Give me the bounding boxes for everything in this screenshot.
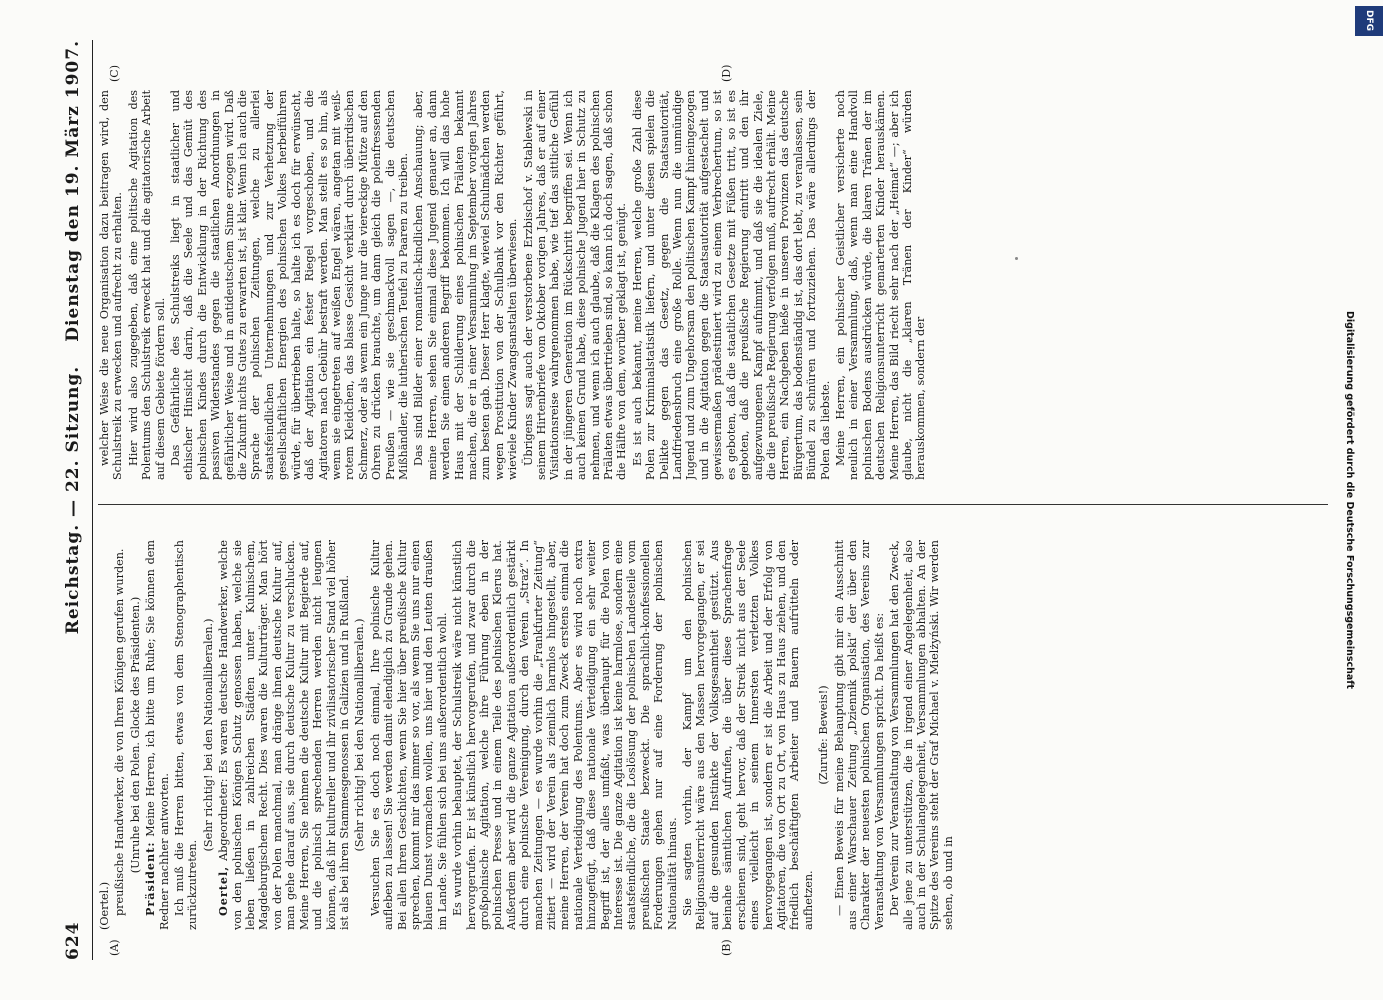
page-title: Reichstag. — 22. Sitzung. [63,365,83,635]
paragraph: Hier wird also zugegeben, daß eine politische Agitation des Polentums den Schulstreik erweckt hat und die agitatorische Arbeit auf diesem Gebiete fördern soll. [126,90,167,480]
dfg-logo: DFG [1355,6,1383,36]
dfg-footer [1344,0,1355,1000]
speaker-text: Meine Herren, ich bitte um Ruhe; Sie können dem Redner nachher antworten. [144,540,171,930]
paragraph: — Einen Beweis für meine Behauptung gibt mir ein Ausschnitt aus einer Warschauer Zeitung „Dziennik polski“ der über den Charakter der neuesten polnischen Organisation, des Vereins zur Veranstaltung von Versammlungen spricht. Da heißt es: [832,540,886,930]
paragraph: preußische Handwerker, die von Ihren Königen gerufen wurden. [113,548,127,916]
speaker-paragraph [144,540,171,930]
paragraph: Es ist auch bekannt, meine Herren, welche große Zahl diese Polen zur Kriminalstatistik liefern, und unter diesen spielen die Delikte gegen das Gesetz, gegen die Staatsautorität, Landfriedensbruch eine große Rolle. Wenn nun die unmündige Jugend und zum Ungehorsam den politischen Kampf hineingezogen und in die Agitation gegen die Staatsautorität aufgestachelt und gewissermaßen prädestiniert wird zu einem Verbrechertum, so ist es geboten, daß die staatlichen Gesetze mit Füßen tritt, so ist es geboten, daß die preußische Regierung eintritt und den ihr aufgezwungenen Kampf aufnimmt, und daß sie die idealen Ziele, die die preußische Regierung verfolgen muß, aufrecht erhält. Meine Herren, ein Nachgeben hieße in unseren Provinzen das deutsche Bürgertum, das bodenständig ist, das dort lebt, zu veranlassen, sein Bündel zu schnüren und fortzuziehen. Das wäre allerdings der Polen das liebste. [630,90,832,480]
paragraph: Versuchen Sie es doch noch einmal, Ihre polnische Kultur aufleben zu lassen! Sie werden damit elendiglich zu Grunde gehen. Bei allen Ihren Geschichten, wenn Sie hier über preußische Kultur sprechen, kommt mir das immer so vor, als wenn Sie uns nur einen blauen Dunst vormachen wollen, uns hier und den Leuten draußen im Lande. Sie fühlen sich bei uns außerordentlich wohl. [368,540,449,930]
dfg-notice: Digitalisierung gefördert durch die Deutsche Forschungsgemeinschaft [1344,311,1355,689]
margin-mark-a: (A) [108,939,121,956]
paragraph: Das Gefährliche des Schulstreiks liegt in staatlicher und ethischer Hinsicht darin, daß die Seele und das Gemüt des polnischen Kindes durch die Entwicklung in der Richtung des passiven Widerstandes gegen die staatlichen Anordnungen in gefährlicher Weise und in antideutschem Sinne erzogen wird. Daß die Zukunft nichts Gutes zu erwarten ist, ist klar. Wenn ich auch die Sprache der polnischen Zeitungen, welche zu allerlei staatsfeindlichen Unternehmungen und zur Verhetzung der gesellschaftlichen Energien des polnischen Volkes herbeiführen würde, für übertrieben halte, so halte ich es doch für erwünscht, daß der Agitation ein fester Riegel vorgeschoben, und die Agitatoren nach Gebühr bestraft werden. Man stellt es so hin, als wenn sie eingetreten auf weißen Engel wären, angetan mit weiß-rotem Kleidchen, das blasse Gesicht verklärt durch überirdischen Schmerz, oder als wenn ein Junge nur die viereckige Mütze auf den Ohren zu drücken brauchte, um dann gleich die polenfressenden Preußen — wie sie geschmackvoll sagen —, die deutschen Mißhändler, die lutherischen Teufel zu Paaren zu treiben. [169,90,410,480]
interjection: (Unruhe bei den Polen. Glocke des Präsidenten.) [128,596,142,874]
paragraph: Der Verein zur Veranstaltung von Versammlungen hat den Zweck, alle jene zu unterstützen, die in irgend einer Angelegenheit, also auch in der Schulangelegenheit, Versammlungen abhalten. An der Spitze des Vereins steht der Graf Michael v. Mielżyński. Wir werden sehen, ob und in [888,540,955,930]
speaker-paragraph [217,540,351,930]
page-number: 624 [63,921,83,960]
header-rule [92,40,93,960]
page-date: Dienstag den 19. März 1907. [63,40,83,342]
column-divider [98,504,1328,505]
margin-mark-d: (D) [720,64,733,82]
paragraph: Es wurde vorhin behauptet, der Schulstreik wäre nicht künstlich hervorgerufen. Er ist künstlich hervorgerufen, und zwar durch die großpolnische Agitation, welche ihre Führung eben in der polnischen Presse und in einem Teile des polnischen Klerus hat. Außerdem aber wird die ganze Agitation außerordentlich gestärkt durch eine polnische Vereinigung, durch den Verein „Straż“. In manchen Zeitungen — es wurde vorhin die „Frankfurter Zeitung“ zitiert — wird der Verein als ziemlich harmlos hingestellt, aber, meine Herren, der Verein hat doch zum Zweck erstens einmal die nationale Verteidigung des Polentums. Aber es wird noch extra hinzugefügt, daß diese nationale Verteidigung ein sehr weiter Begriff ist, der alles umfaßt, was überhaupt für die Polen von Interesse ist. Die ganze Agitation ist keine harmlose, sondern eine staatsfeindliche, die die Loslösung der polnischen Landesteile vom preußischen Staate bezweckt. Die sprachlich-konfessionellen Forderungen gehen nur auf eine Forderung der polnischen Nationalität hinaus. [451,540,679,930]
interjection: (Sehr richtig! bei den Nationalliberalen.) [201,618,215,852]
margin-mark-b: (B) [720,939,733,956]
speaker-text: Abgeordneter: Es waren deutsche Handwerker, welche von den polnischen Königen Schutz genossen haben, welche sie leben ließen in zahlreichen Städten unter Kulmischem, Magdeburgischem Recht. Dies waren die Kulturträger. Man hört von der Polen manchmal, man dränge ihnen deutsche Kultur auf, man gehe darauf aus, sie durch deutsche Kultur zu verschlucken. Meine Herren, Sie nehmen die deutsche Kultur mit Begierde auf, und die polnisch sprechenden Herren werden nicht leugnen können, daß ihr kultureller und ihr zivilisatorischer Stand viel höher ist als bei ihren Stammesgenossen in Galizien und in Rußland. [217,540,351,930]
interjection: (Zurufe: Beweis!) [817,685,831,785]
page-header [60,40,86,960]
right-column [98,90,1328,480]
print-speck [1015,257,1018,260]
speaker-marker: (Oertel.) [98,881,111,930]
paragraph: Sie sagten vorhin, der Kampf um den polnischen Religionsunterricht wäre aus den Massen hervorgegangen, er sei auf die gesunden Instinkte der Volksgesamtheit gestützt. Aus beinahe sämtlichen Aufrufen, die über diese Sprachenfrage erschienen sind, geht hervor, daß der Streik nicht aus der Seele eines vielleicht in seinem Innersten verletzten Volkes hervorgegangen ist, sondern er ist die Arbeit und der Erfolg von Agitatoren, die von Ort zu Ort, von Haus zu Haus ziehen, und den friedlich beschäftigten Arbeiter und Bauern aufrütteln oder aufhetzen. [681,540,815,930]
paragraph: Übrigens sagt auch der verstorbene Erzbischof v. Stablewski in seinem Hirtenbriefe vom Oktober vorigen Jahres, daß er auf einer Visitationsreise wahrgenommen habe, wie tief das sittliche Gefühl in der jüngeren Generation im Rückschritt begriffen sei. Wenn ich auch keinen Grund habe, diese polnische Jugend hier in Schutz zu nehmen, und wenn ich auch glaube, daß die Klagen des polnischen Prälaten etwas übertrieben sind, so kann ich doch sagen, daß schon die Hälfte von dem, worüber geklagt ist, genügt. [521,90,629,480]
paragraph: Meine Herren, ein polnischer Geistlicher versicherte noch neulich in einer Versammlung, daß, wenn man eine Handvoll polnischen Bodens ausdrücken würde, die klaren Tränen der im deutschen Religionsunterricht gemarterten Kinder herauskämen. Meine Herren, das Bild riecht sehr nach der „Heimat“ —; aber ich glaube, nicht die „klaren Tränen der Kinder“ würden herauskommen, sondern der [833,90,928,480]
paragraph: Das sind Bilder einer romantisch-kindlichen Anschauung; aber, meine Herren, sehen Sie einmal diese Jugend genauer an, dann werden Sie einen anderen Begriff bekommen. Ich will das hohe Haus mit der Schilderung eines polnischen Prälaten bekannt machen, die er in einer Versammlung im September vorigen Jahres zum besten gab. Dieser Herr klagte, wieviel Schulmädchen werden wegen Prostitution von der Schulbank vor den Richter geführt, wieviele Kinder Zwangsanstalten überwiesen. [412,90,520,480]
left-column [98,540,1328,930]
margin-mark-c: (C) [108,65,121,82]
interjection: (Sehr richtig! bei den Nationalliberalen.) [353,618,367,852]
speaker-name: Oertel, [216,865,231,916]
paragraph: Ich muß die Herren bitten, etwas von dem Stenographentisch zurückzutreten. [173,540,200,930]
speaker-name: Präsident: [143,841,158,916]
paragraph: welcher Weise die neue Organisation dazu beitragen wird, den Schulstreik zu erwecken und aufrecht zu erhalten. [98,90,125,480]
